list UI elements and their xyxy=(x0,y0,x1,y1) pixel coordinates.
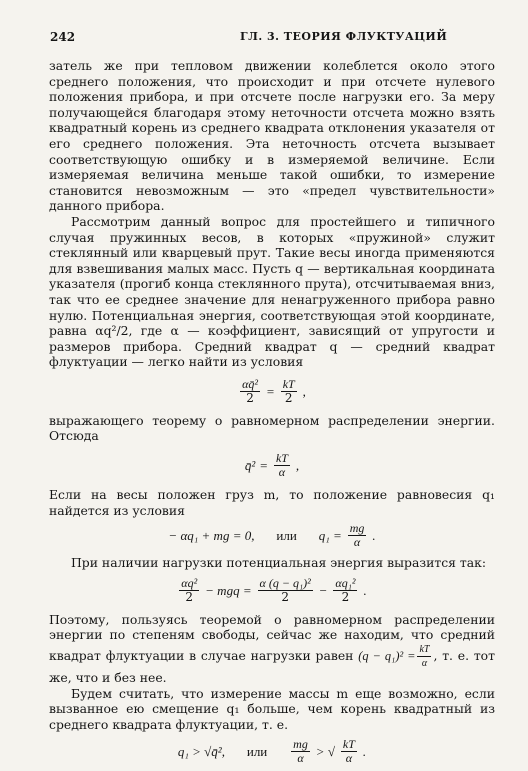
equation-1: $\frac{\text{αq̄²}}{2}$ = $\frac{kT}{2}$ , xyxy=(242,376,306,405)
paragraph-7: Будем считать, что измерение массы m еще возможно, если вызванное ею смещение q₁ больше, чем корень квадратный из среднего квадрата флуктуации, т. е. xyxy=(49,685,495,732)
equation-2: q̄² = $\frac{kT}{\alpha}$ , xyxy=(244,451,300,480)
paragraph-6: Поэтому, пользуясь теоремой о равномерном распределении энергии по степеням свободы, сейчас же находим, что средний квадрат флуктуации в случае нагрузки равен (q − q₁)² = $\frac{kT}{\alpha}$ , т. е. тот же, что и без нее. xyxy=(49,611,495,686)
equation-4: $\frac{\text{αq²}}{2}$ − mgq = $\frac{\text{α (q − q₁)²}}{2}$ − $\frac{\text{αq₁²}}{2}$ . xyxy=(181,575,367,604)
equation-3: − αq₁ + mg = 0, или q₁ = $\frac{mg}{\alpha}$ . xyxy=(168,521,376,550)
page-header xyxy=(50,30,496,46)
paragraph-3: выражающего теорему о равномерном распределении энергии. Отсюда xyxy=(49,412,495,444)
page-number: 242 xyxy=(50,30,76,44)
paragraph-5: При наличии нагрузки потенциальная энергия выразится так: xyxy=(71,555,487,571)
paragraph-1: затель же при тепловом движении колеблется около этого среднего положения, что происходит и при отсчете нулевого положения прибора, и при отсчете после нагрузки его. За меру получающейся благодаря этому неточности отсчета можно взять квадратный корень из среднего квадрата отклонения указателя от его среднего положения. Эта неточность отсчета вызывает соответствующую ошибку и в измеряемой величине. Если измеряемая величина меньше такой ошибки, то измерение становится невозможным — это «предел чувствительности» данного прибора. xyxy=(49,58,495,214)
paragraph-2: Рассмотрим данный вопрос для простейшего и типичного случая пружинных весов, в которых «пружиной» служит стеклянный или кварцевый прут. Такие весы иногда применяются для взвешивания малых масс. Пусть q — вертикальная координата указателя (прогиб конца стеклянного прута), отсчитываемая вниз, так что ее среднее значение для ненагруженного прибора равно нулю. Потенциальная энергия, соответствующая этой координате, равна αq²/2, где α — коэффициент, зависящий от упругости и размеров прибора. Средний квадрат q — средний квадрат флуктуации — легко найти из условия xyxy=(49,213,495,370)
paragraph-4: Если на весы положен груз m, то положение равновесия q₁ найдется из условия xyxy=(49,487,495,518)
page-body xyxy=(49,58,495,771)
running-title: ГЛ. 3. ТЕОРИЯ ФЛУКТУАЦИЙ xyxy=(240,30,448,43)
inline-equation-5: (q − q₁)² = xyxy=(358,649,416,664)
equation-6: q₁ > √q̄², или $\frac{mg}{\alpha}$ > √ $\frac{kT}{\alpha}$ . xyxy=(177,737,367,766)
